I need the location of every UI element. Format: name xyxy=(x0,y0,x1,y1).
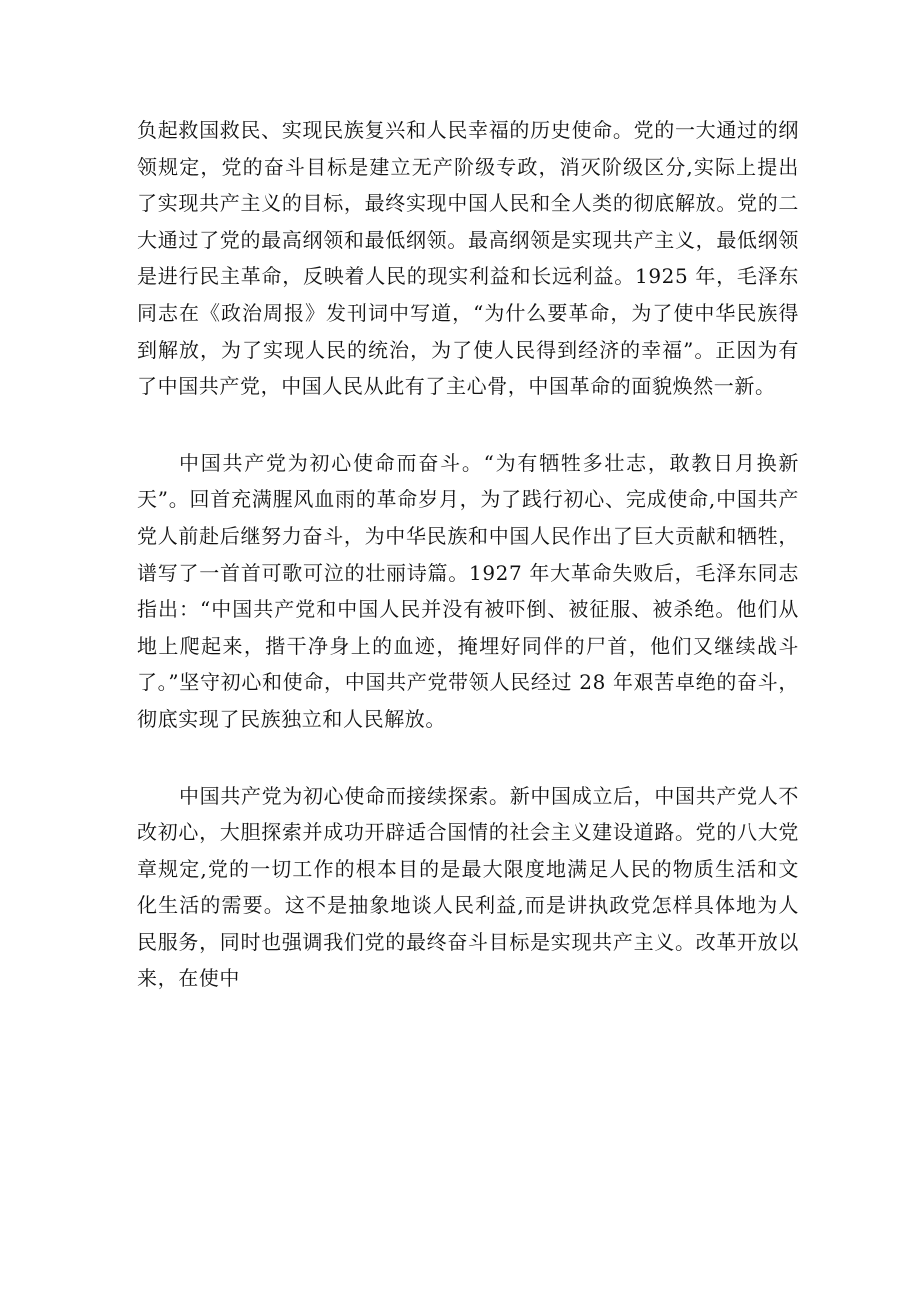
paragraph-continuation: 负起救国救民、实现民族复兴和人民幸福的历史使命。党的一大通过的纲领规定，党的奋斗目标是建立无产阶级专政，消灭阶级区分,实际上提出了实现共产主义的目标，最终实现中国人民和全人类的彻底解放。党的二大通过了党的最高纲领和最低纲领。最高纲领是实现共产主义，最低纲领是进行民主革命，反映着人民的现实利益和长远利益。1925 年，毛泽东同志在《政治周报》发刊词中写道，“为什么要革命，为了使中华民族得到解放，为了实现人民的统治，为了使人民得到经济的幸福”。正因为有了中国共产党，中国人民从此有了主心骨，中国革命的面貌焕然一新。 xyxy=(137,118,799,399)
paragraph-struggle: 中国共产党为初心使命而奋斗。“为有牺牲多壮志，敢教日月换新天”。回首充满腥风血雨的革命岁月，为了践行初心、完成使命,中国共产党人前赴后继努力奋斗，为中华民族和中国人民作出了巨大贡献和牺牲，谱写了一首首可歌可泣的壮丽诗篇。1927 年大革命失败后，毛泽东同志指出：“中国共产党和中国人民并没有被吓倒、被征服、被杀绝。他们从地上爬起来，揩干净身上的血迹，掩埋好同伴的尸首，他们又继续战斗了。”坚守初心和使命，中国共产党带领人民经过 28 年艰苦卓绝的奋斗，彻底实现了民族独立和人民解放。 xyxy=(137,450,799,731)
document-body xyxy=(137,112,799,997)
paragraph-exploration: 中国共产党为初心使命而接续探索。新中国成立后，中国共产党人不改初心，大胆探索并成功开辟适合国情的社会主义建设道路。党的八大党章规定,党的一切工作的根本目的是最大限度地满足人民的物质生活和文化生活的需要。这不是抽象地谈人民利益,而是讲执政党怎样具体地为人民服务，同时也强调我们党的最终奋斗目标是实现共产主义。改革开放以来，在使中 xyxy=(137,783,799,991)
